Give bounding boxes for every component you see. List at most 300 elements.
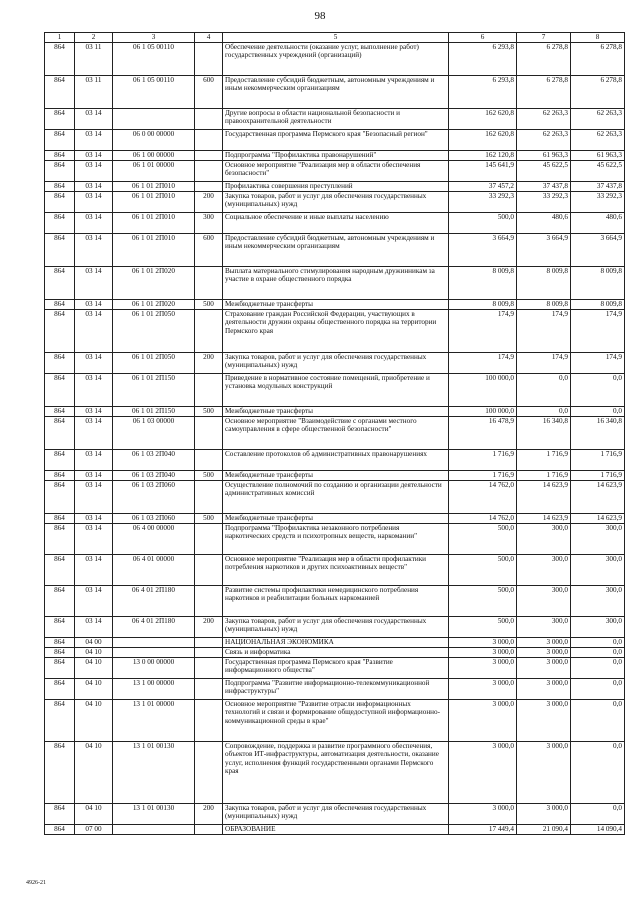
cell-expense-type [195,554,223,585]
cell-amount-col8: 6 278,8 [571,75,625,108]
cell-target-code: 06 1 00 00000 [113,150,195,160]
cell-name: Выплата материального стимулирования народным дружинникам за участие в охране общественного порядка [223,266,449,299]
cell-expense-type: 200 [195,616,223,637]
cell-target-code: 06 4 01 2П180 [113,616,195,637]
column-header: 3 [113,33,195,43]
cell-amount-col6: 3 000,0 [449,803,517,824]
cell-amount-col7: 300,0 [517,523,571,554]
column-header: 8 [571,33,625,43]
cell-target-code: 06 1 01 2П150 [113,373,195,406]
cell-admin-code: 864 [45,212,75,233]
cell-admin-code: 864 [45,108,75,129]
cell-admin-code: 864 [45,657,75,678]
cell-expense-type [195,741,223,803]
cell-amount-col6: 16 478,9 [449,416,517,449]
cell-target-code: 06 1 01 2П150 [113,406,195,416]
cell-expense-type [195,480,223,513]
cell-amount-col7: 33 292,3 [517,191,571,212]
cell-name: Закупка товаров, работ и услуг для обеспечения государственных (муниципальных) нужд [223,616,449,637]
table-row [45,824,625,834]
cell-amount-col6: 6 293,8 [449,42,517,75]
cell-name: Приведение в нормативное состояние помещений, приобретение и установка модульных конструкций [223,373,449,406]
cell-section-code: 04 10 [75,678,113,699]
cell-target-code: 06 1 03 2П040 [113,470,195,480]
cell-amount-col8: 3 664,9 [571,233,625,266]
cell-target-code: 06 1 03 00000 [113,416,195,449]
cell-amount-col8: 37 437,8 [571,181,625,191]
cell-amount-col6: 3 000,0 [449,637,517,647]
cell-admin-code: 864 [45,449,75,470]
cell-amount-col6: 162 620,8 [449,129,517,150]
cell-section-code: 04 10 [75,657,113,678]
cell-target-code: 06 1 01 2П010 [113,181,195,191]
cell-amount-col6: 17 449,4 [449,824,517,834]
cell-name: Страхование граждан Российской Федерации, участвующих в деятельности дружин охраны общественного порядка на территории Пермского края [223,309,449,352]
cell-expense-type [195,657,223,678]
cell-amount-col6: 1 716,9 [449,470,517,480]
cell-expense-type [195,416,223,449]
table-row [45,266,625,299]
cell-expense-type: 500 [195,406,223,416]
cell-amount-col8: 33 292,3 [571,191,625,212]
cell-target-code: 06 1 05 00110 [113,75,195,108]
cell-target-code: 13 1 01 00130 [113,741,195,803]
table-row [45,699,625,741]
cell-amount-col8: 0,0 [571,637,625,647]
cell-expense-type [195,150,223,160]
cell-name: Государственная программа Пермского края "Безопасный регион" [223,129,449,150]
cell-amount-col7: 8 009,8 [517,299,571,309]
cell-target-code: 06 0 00 00000 [113,129,195,150]
cell-name: Связь и информатика [223,647,449,657]
cell-admin-code: 864 [45,416,75,449]
cell-target-code: 06 1 03 2П040 [113,449,195,470]
cell-amount-col6: 3 000,0 [449,699,517,741]
cell-amount-col7: 174,9 [517,309,571,352]
cell-section-code: 04 10 [75,699,113,741]
cell-amount-col8: 300,0 [571,523,625,554]
cell-amount-col6: 1 716,9 [449,449,517,470]
cell-expense-type [195,42,223,75]
cell-amount-col8: 1 716,9 [571,449,625,470]
cell-admin-code: 864 [45,160,75,181]
table-row [45,406,625,416]
cell-admin-code: 864 [45,699,75,741]
cell-amount-col6: 500,0 [449,523,517,554]
cell-amount-col8: 300,0 [571,554,625,585]
cell-amount-col6: 14 762,0 [449,480,517,513]
cell-amount-col7: 3 000,0 [517,637,571,647]
table-row [45,42,625,75]
cell-section-code: 03 14 [75,309,113,352]
cell-amount-col7: 21 090,4 [517,824,571,834]
cell-amount-col6: 3 000,0 [449,647,517,657]
table-row [45,637,625,647]
cell-name: Предоставление субсидий бюджетным, автономным учреждениям и иным некоммерческим организациям [223,75,449,108]
cell-amount-col7: 480,6 [517,212,571,233]
cell-admin-code: 864 [45,585,75,616]
cell-amount-col7: 62 263,3 [517,108,571,129]
cell-expense-type [195,181,223,191]
cell-name: Основное мероприятие "Реализация мер в области профилактики потребления наркотиков и других психоактивных веществ" [223,554,449,585]
cell-target-code: 13 1 01 00000 [113,699,195,741]
cell-name: Межбюджетные трансферты [223,299,449,309]
column-header: 6 [449,33,517,43]
cell-admin-code: 864 [45,299,75,309]
table-row [45,678,625,699]
cell-admin-code: 864 [45,554,75,585]
cell-section-code: 03 14 [75,523,113,554]
cell-expense-type [195,585,223,616]
cell-name: Составление протоколов об административных правонарушениях [223,449,449,470]
cell-amount-col6: 37 457,2 [449,181,517,191]
cell-amount-col7: 16 340,8 [517,416,571,449]
cell-amount-col8: 14 623,9 [571,480,625,513]
cell-admin-code: 864 [45,191,75,212]
cell-name: Предоставление субсидий бюджетным, автономным учреждениям и иным некоммерческим организациям [223,233,449,266]
cell-amount-col8: 0,0 [571,699,625,741]
cell-amount-col7: 8 009,8 [517,266,571,299]
cell-amount-col8: 8 009,8 [571,266,625,299]
cell-admin-code: 864 [45,352,75,373]
cell-amount-col7: 3 000,0 [517,803,571,824]
column-header: 5 [223,33,449,43]
cell-amount-col7: 300,0 [517,616,571,637]
cell-amount-col6: 162 120,8 [449,150,517,160]
cell-amount-col6: 145 641,9 [449,160,517,181]
cell-expense-type [195,647,223,657]
budget-table [44,32,625,835]
cell-amount-col8: 62 263,3 [571,129,625,150]
table-row [45,233,625,266]
cell-amount-col7: 61 963,3 [517,150,571,160]
cell-amount-col8: 16 340,8 [571,416,625,449]
cell-admin-code: 864 [45,233,75,266]
cell-expense-type [195,449,223,470]
cell-amount-col8: 0,0 [571,406,625,416]
cell-section-code: 03 14 [75,449,113,470]
cell-admin-code: 864 [45,523,75,554]
table-row [45,129,625,150]
cell-target-code: 06 1 01 2П050 [113,309,195,352]
cell-amount-col8: 1 716,9 [571,470,625,480]
cell-amount-col6: 3 664,9 [449,233,517,266]
cell-admin-code: 864 [45,181,75,191]
cell-admin-code: 864 [45,637,75,647]
cell-target-code [113,637,195,647]
cell-expense-type: 200 [195,191,223,212]
cell-target-code: 06 1 01 2П010 [113,212,195,233]
cell-section-code: 03 14 [75,416,113,449]
cell-target-code: 06 1 03 2П060 [113,480,195,513]
cell-expense-type: 200 [195,352,223,373]
cell-admin-code: 864 [45,741,75,803]
cell-admin-code: 864 [45,42,75,75]
cell-amount-col8: 45 622,5 [571,160,625,181]
cell-target-code: 06 1 05 00110 [113,42,195,75]
cell-target-code: 06 1 01 2П010 [113,233,195,266]
table-header-row [45,33,625,43]
cell-name: Другие вопросы в области национальной безопасности и правоохранительной деятельности [223,108,449,129]
cell-section-code: 03 14 [75,233,113,266]
cell-expense-type [195,266,223,299]
cell-amount-col6: 162 620,8 [449,108,517,129]
cell-target-code: 06 1 01 2П010 [113,191,195,212]
cell-amount-col8: 300,0 [571,585,625,616]
cell-amount-col6: 8 009,8 [449,299,517,309]
cell-amount-col8: 14 623,9 [571,513,625,523]
cell-admin-code: 864 [45,678,75,699]
column-header: 2 [75,33,113,43]
cell-section-code: 04 10 [75,741,113,803]
cell-section-code: 03 14 [75,470,113,480]
cell-section-code: 03 14 [75,160,113,181]
cell-amount-col8: 6 278,8 [571,42,625,75]
page-number: 98 [314,10,326,22]
cell-amount-col7: 3 000,0 [517,678,571,699]
cell-target-code: 06 1 01 2П020 [113,266,195,299]
table-row [45,449,625,470]
cell-amount-col6: 8 009,8 [449,266,517,299]
cell-amount-col8: 0,0 [571,741,625,803]
cell-target-code: 06 4 00 00000 [113,523,195,554]
cell-amount-col8: 480,6 [571,212,625,233]
table-row [45,657,625,678]
cell-amount-col7: 6 278,8 [517,75,571,108]
cell-name: Основное мероприятие "Реализация мер в области обеспечения безопасности" [223,160,449,181]
table-row [45,416,625,449]
cell-amount-col7: 0,0 [517,406,571,416]
cell-section-code: 03 14 [75,616,113,637]
cell-section-code: 04 10 [75,803,113,824]
table-row [45,191,625,212]
cell-amount-col6: 3 000,0 [449,678,517,699]
cell-expense-type [195,309,223,352]
cell-section-code: 03 14 [75,129,113,150]
cell-name: Государственная программа Пермского края "Развитие информационного общества" [223,657,449,678]
cell-amount-col7: 300,0 [517,585,571,616]
cell-expense-type: 600 [195,233,223,266]
cell-target-code: 13 1 00 00000 [113,678,195,699]
cell-target-code: 13 0 00 00000 [113,657,195,678]
cell-section-code: 03 14 [75,191,113,212]
cell-expense-type [195,699,223,741]
cell-amount-col8: 174,9 [571,352,625,373]
column-header: 7 [517,33,571,43]
cell-amount-col6: 500,0 [449,212,517,233]
cell-expense-type [195,523,223,554]
cell-amount-col6: 500,0 [449,554,517,585]
cell-expense-type [195,824,223,834]
cell-target-code [113,824,195,834]
cell-admin-code: 864 [45,309,75,352]
cell-amount-col6: 6 293,8 [449,75,517,108]
cell-amount-col7: 1 716,9 [517,470,571,480]
cell-name: Социальное обеспечение и иные выплаты населению [223,212,449,233]
cell-section-code: 03 14 [75,373,113,406]
cell-expense-type [195,678,223,699]
cell-amount-col7: 174,9 [517,352,571,373]
cell-amount-col7: 45 622,5 [517,160,571,181]
cell-amount-col8: 0,0 [571,678,625,699]
cell-section-code: 03 14 [75,352,113,373]
cell-admin-code: 864 [45,75,75,108]
cell-amount-col8: 0,0 [571,657,625,678]
cell-section-code: 03 14 [75,266,113,299]
table-row [45,160,625,181]
cell-section-code: 03 14 [75,181,113,191]
cell-target-code: 06 1 01 00000 [113,160,195,181]
table-body [45,42,625,834]
cell-name: Закупка товаров, работ и услуг для обеспечения государственных (муниципальных) нужд [223,191,449,212]
cell-amount-col7: 3 000,0 [517,647,571,657]
cell-target-code [113,108,195,129]
cell-amount-col7: 14 623,9 [517,480,571,513]
cell-amount-col8: 0,0 [571,803,625,824]
cell-name: Подпрограмма "Профилактика незаконного потребления наркотических средств и психотропных веществ, наркомании" [223,523,449,554]
cell-amount-col7: 14 623,9 [517,513,571,523]
cell-admin-code: 864 [45,373,75,406]
table-row [45,480,625,513]
cell-amount-col6: 3 000,0 [449,741,517,803]
cell-amount-col8: 62 263,3 [571,108,625,129]
cell-section-code: 03 14 [75,150,113,160]
cell-section-code: 07 00 [75,824,113,834]
cell-amount-col8: 14 090,4 [571,824,625,834]
cell-section-code: 03 14 [75,108,113,129]
table-row [45,212,625,233]
column-header: 4 [195,33,223,43]
cell-admin-code: 864 [45,266,75,299]
cell-name: Развитие системы профилактики немедицинского потребления наркотиков и реабилитации больных наркоманией [223,585,449,616]
cell-section-code: 04 10 [75,647,113,657]
cell-amount-col6: 100 000,0 [449,406,517,416]
cell-admin-code: 864 [45,803,75,824]
table-row [45,373,625,406]
table-row [45,523,625,554]
cell-section-code: 03 14 [75,212,113,233]
cell-amount-col8: 0,0 [571,373,625,406]
cell-target-code: 06 1 01 2П020 [113,299,195,309]
cell-amount-col7: 3 000,0 [517,699,571,741]
cell-amount-col7: 3 000,0 [517,741,571,803]
table-row [45,647,625,657]
cell-name: Обеспечение деятельности (оказание услуг, выполнение работ) государственных учреждений (организаций) [223,42,449,75]
document-code: 4926-21 [26,880,46,886]
cell-name: Профилактика совершения преступлений [223,181,449,191]
cell-expense-type [195,108,223,129]
table-row [45,585,625,616]
cell-expense-type [195,637,223,647]
cell-amount-col8: 8 009,8 [571,299,625,309]
cell-section-code: 03 14 [75,513,113,523]
cell-section-code: 03 11 [75,75,113,108]
table-row [45,150,625,160]
cell-target-code: 06 1 03 2П060 [113,513,195,523]
cell-amount-col7: 1 716,9 [517,449,571,470]
cell-amount-col6: 14 762,0 [449,513,517,523]
cell-amount-col7: 37 437,8 [517,181,571,191]
cell-name: Закупка товаров, работ и услуг для обеспечения государственных (муниципальных) нужд [223,352,449,373]
cell-amount-col6: 100 000,0 [449,373,517,406]
cell-admin-code: 864 [45,647,75,657]
cell-target-code [113,647,195,657]
column-header: 1 [45,33,75,43]
cell-amount-col6: 500,0 [449,585,517,616]
cell-admin-code: 864 [45,513,75,523]
table-row [45,803,625,824]
cell-expense-type: 600 [195,75,223,108]
cell-name: Межбюджетные трансферты [223,470,449,480]
cell-section-code: 03 14 [75,406,113,416]
cell-name: Закупка товаров, работ и услуг для обеспечения государственных (муниципальных) нужд [223,803,449,824]
cell-name: Основное мероприятие "Развитие отрасли информационных технологий и связи и формирование общедоступной информационно-коммуникационной среды в крае" [223,699,449,741]
cell-admin-code: 864 [45,470,75,480]
cell-target-code: 13 1 01 00130 [113,803,195,824]
cell-expense-type: 300 [195,212,223,233]
cell-admin-code: 864 [45,824,75,834]
cell-amount-col7: 6 278,8 [517,42,571,75]
cell-amount-col6: 500,0 [449,616,517,637]
cell-amount-col7: 62 263,3 [517,129,571,150]
table-row [45,309,625,352]
cell-expense-type [195,160,223,181]
cell-section-code: 03 11 [75,42,113,75]
cell-target-code: 06 4 01 2П180 [113,585,195,616]
table-row [45,616,625,637]
cell-name: НАЦИОНАЛЬНАЯ ЭКОНОМИКА [223,637,449,647]
cell-name: ОБРАЗОВАНИЕ [223,824,449,834]
cell-amount-col8: 61 963,3 [571,150,625,160]
table-row [45,352,625,373]
cell-expense-type: 500 [195,470,223,480]
cell-section-code: 04 00 [75,637,113,647]
table-row [45,513,625,523]
cell-name: Осуществление полномочий по созданию и организации деятельности административных комиссий [223,480,449,513]
table-row [45,75,625,108]
cell-expense-type: 500 [195,513,223,523]
cell-target-code: 06 1 01 2П050 [113,352,195,373]
cell-amount-col7: 3 000,0 [517,657,571,678]
cell-expense-type: 200 [195,803,223,824]
table-row [45,470,625,480]
cell-section-code: 03 14 [75,480,113,513]
cell-name: Подпрограмма "Развитие информационно-телекоммуникационной инфраструктуры" [223,678,449,699]
cell-amount-col6: 174,9 [449,352,517,373]
cell-section-code: 03 14 [75,585,113,616]
table-row [45,299,625,309]
cell-admin-code: 864 [45,150,75,160]
cell-name: Межбюджетные трансферты [223,406,449,416]
cell-amount-col8: 174,9 [571,309,625,352]
cell-admin-code: 864 [45,480,75,513]
cell-admin-code: 864 [45,129,75,150]
cell-amount-col8: 300,0 [571,616,625,637]
cell-target-code: 06 4 01 00000 [113,554,195,585]
cell-amount-col6: 33 292,3 [449,191,517,212]
cell-amount-col6: 174,9 [449,309,517,352]
cell-section-code: 03 14 [75,299,113,309]
cell-amount-col8: 0,0 [571,647,625,657]
table-row [45,108,625,129]
cell-admin-code: 864 [45,616,75,637]
cell-amount-col7: 0,0 [517,373,571,406]
table-row [45,181,625,191]
cell-name: Межбюджетные трансферты [223,513,449,523]
cell-expense-type: 500 [195,299,223,309]
cell-expense-type [195,373,223,406]
cell-section-code: 03 14 [75,554,113,585]
